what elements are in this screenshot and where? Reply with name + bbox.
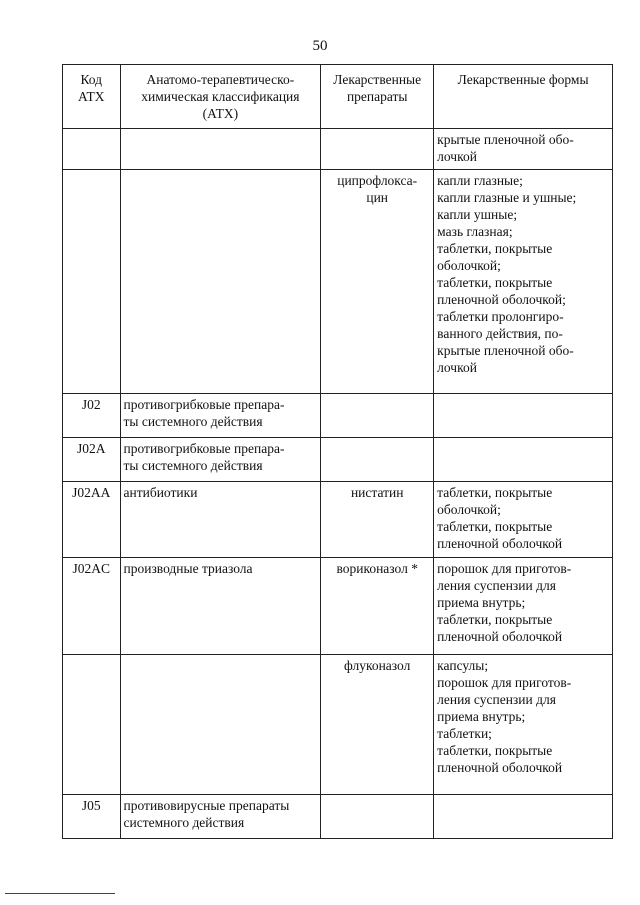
table-header-row [63,65,613,129]
cell-line: порошок для приготов- [437,675,572,690]
header-classification [120,65,321,129]
cell-line: таблетки пролонгиро- [437,309,564,324]
cell-line: препараты [346,89,408,104]
atx-table [62,64,613,839]
cell-forms [434,558,613,655]
cell-drug [321,558,434,655]
header-code [63,65,121,129]
cell-code [63,170,121,394]
table-row [63,655,613,795]
cell-code: J05 [63,795,121,839]
cell-line: таблетки, покрытые [437,519,553,534]
cell-code: J02 [63,394,121,438]
cell-line: таблетки, покрытые [437,743,553,758]
table-row [63,129,613,170]
cell-line: АТХ [77,89,105,104]
cell-forms [434,394,613,438]
cell-line: противовирусные препараты [123,798,290,813]
cell-code: J02A [63,438,121,482]
cell-line: ления суспензии для [437,578,556,593]
cell-line: пленочной оболочкой [437,629,563,644]
cell-line: антибиотики [123,485,198,500]
cell-line: порошок для приготов- [437,561,572,576]
table-body [63,129,613,839]
cell-line: приема внутрь; [437,595,526,610]
cell-line: оболочкой; [437,258,501,273]
cell-code: J02AA [63,482,121,558]
cell-classification [120,438,321,482]
cell-drug [321,795,434,839]
cell-classification [120,394,321,438]
cell-classification [120,482,321,558]
table-row [63,170,613,394]
cell-classification [120,170,321,394]
table-row [63,394,613,438]
cell-line: ципрофлокса- [337,173,418,188]
cell-line: противогрибковые препара- [123,441,285,456]
cell-line: крытые пленочной обо- [437,343,574,358]
cell-classification [120,129,321,170]
cell-drug [321,438,434,482]
cell-line: системного действия [123,815,245,830]
table-row [63,558,613,655]
table-row [63,438,613,482]
cell-line: противогрибковые препара- [123,397,285,412]
cell-line: цин [366,190,389,205]
cell-line: крытые пленочной обо- [437,132,574,147]
cell-line: капли глазные и ушные; [437,190,577,205]
cell-drug [321,129,434,170]
cell-line: флуконазол [344,658,411,673]
cell-line: мазь глазная; [437,224,513,239]
cell-line: пленочной оболочкой [437,760,563,775]
cell-line: лочкой [437,149,477,164]
cell-forms [434,482,613,558]
cell-code [63,655,121,795]
cell-line: ления суспензии для [437,692,556,707]
table-row [63,795,613,839]
cell-drug [321,394,434,438]
cell-line: (АТХ) [202,106,239,121]
cell-line: таблетки, покрытые [437,485,553,500]
cell-forms [434,129,613,170]
cell-line: оболочкой; [437,502,501,517]
cell-line: приема внутрь; [437,709,526,724]
cell-line: ты системного действия [123,458,263,473]
cell-line: ванного действия, по- [437,326,563,341]
cell-line: таблетки, покрытые [437,275,553,290]
cell-code [63,129,121,170]
cell-line: таблетки, покрытые [437,612,553,627]
cell-line: нистатин [350,485,404,500]
cell-forms [434,655,613,795]
cell-forms [434,795,613,839]
cell-line: капли глазные; [437,173,523,188]
cell-line: таблетки; [437,726,492,741]
cell-line: пленочной оболочкой; [437,292,566,307]
header-forms [434,65,613,129]
page-number: 50 [312,38,328,54]
cell-line: вориконазол * [336,561,418,576]
cell-line: ты системного действия [123,414,263,429]
cell-classification [120,795,321,839]
cell-forms [434,438,613,482]
cell-line: капли ушные; [437,207,518,222]
cell-line: таблетки, покрытые [437,241,553,256]
cell-code: J02AC [63,558,121,655]
cell-line: химическая классификация [141,89,300,104]
cell-line: пленочной оболочкой [437,536,563,551]
cell-classification [120,655,321,795]
cell-line: Анатомо-терапевтическо- [146,72,295,87]
cell-line: капсулы; [437,658,489,673]
cell-forms [434,170,613,394]
header-drugs [321,65,434,129]
cell-classification [120,558,321,655]
cell-drug [321,170,434,394]
cell-line: Код [80,72,103,87]
cell-line: Лекарственные [333,72,422,87]
table-row [63,482,613,558]
cell-line: Лекарственные формы [457,72,589,87]
cell-line: производные триазола [123,561,253,576]
cell-drug [321,655,434,795]
footnote-rule [5,893,115,894]
cell-line: лочкой [437,360,477,375]
cell-drug [321,482,434,558]
